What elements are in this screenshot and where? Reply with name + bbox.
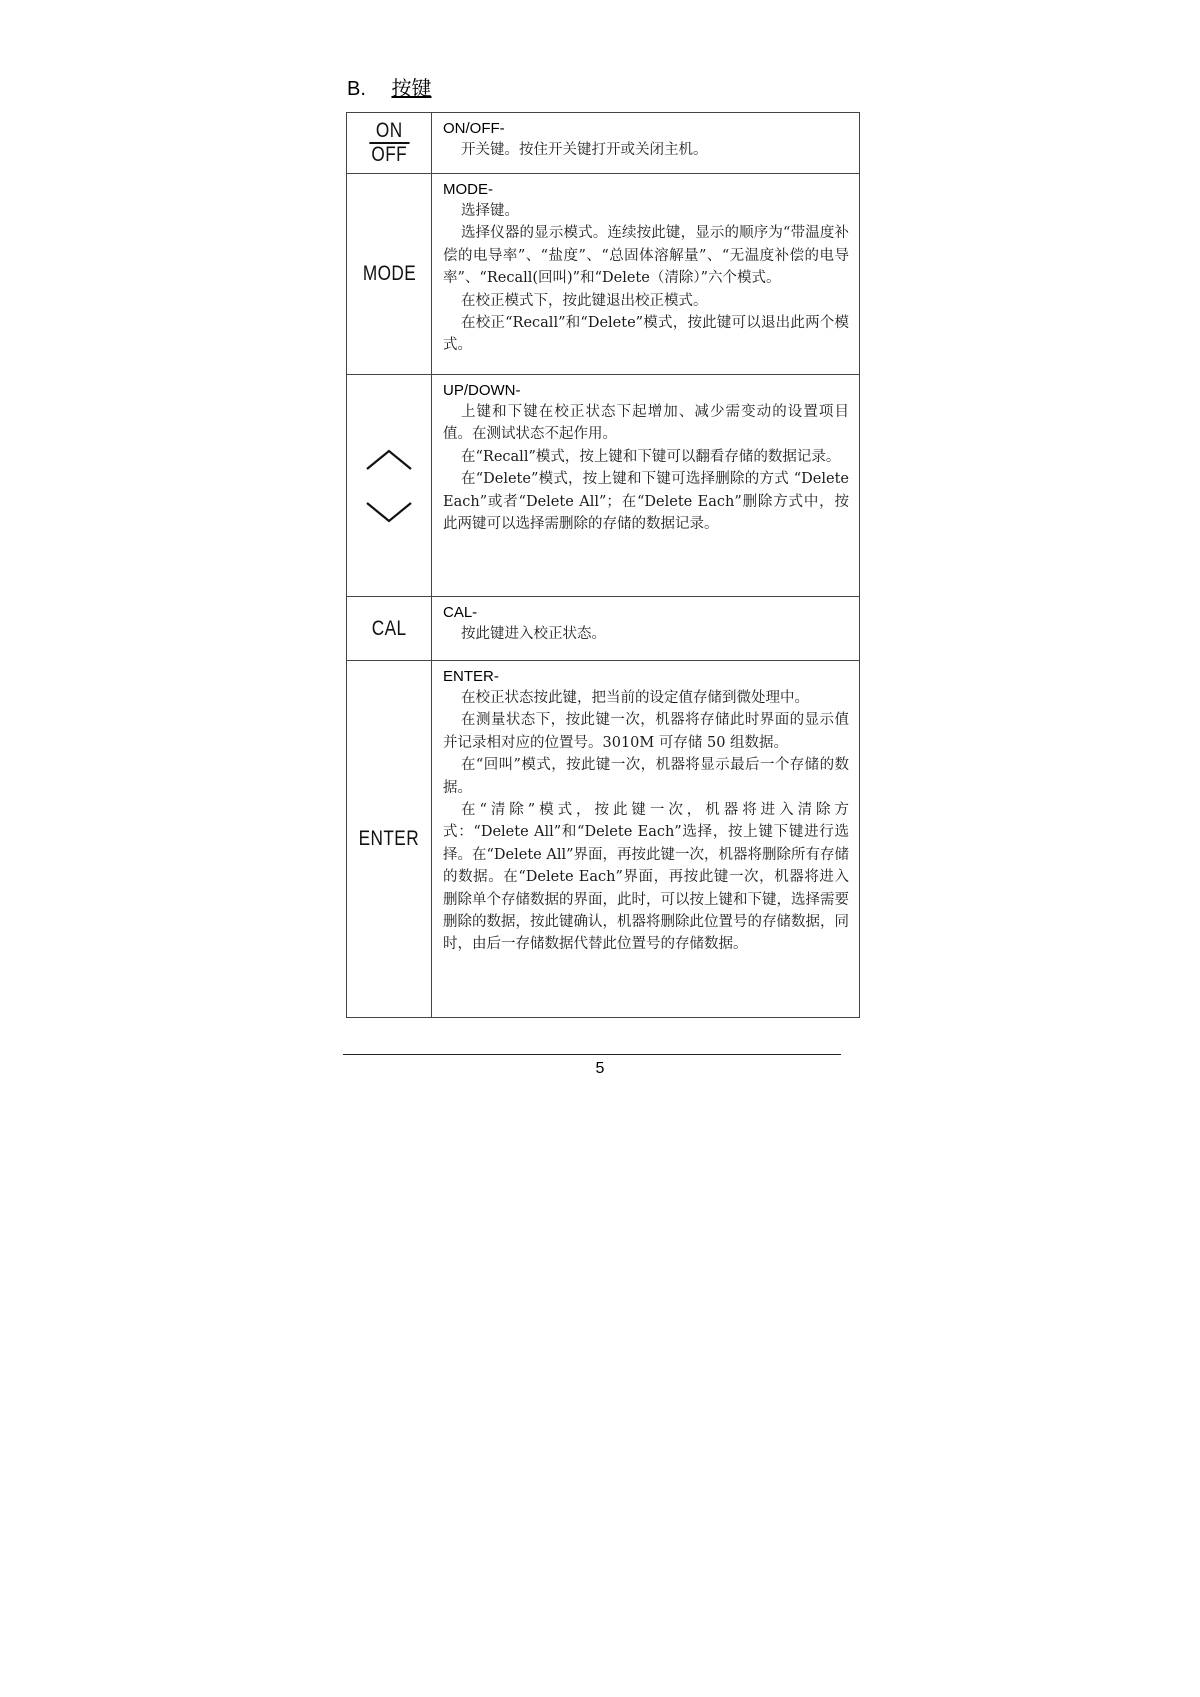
cal-key-symbol: CAL bbox=[371, 616, 407, 640]
section-letter: B. bbox=[347, 78, 366, 100]
table-row bbox=[347, 174, 860, 375]
description-paragraph: 在“清除”模式，按此键一次，机器将进入清除方式：“Delete All”和“Delete Each”选择，按上键下键进行选择。在“Delete All”界面，再按此键一次，机器将删除所有存储的数据。在“Delete Each”界面，再按此键一次，机器将进入删除单个存储数据的界面，此时，可以按上键和下键，选择需要删除的数据，按此键确认，机器将删除此位置号的存储数据，同时，由后一存储数据代替此位置号的存储数据。 bbox=[443, 802, 850, 953]
description-paragraph: 按此键进入校正状态。 bbox=[461, 626, 606, 642]
description-paragraph: 在“Delete”模式，按上键和下键可选择删除的方式 “Delete Each”或者“Delete All”；在“Delete Each”删除方式中，按此两键可以选择需删除的存储的数据记录。 bbox=[443, 471, 849, 533]
enter-key-symbol: ENTER bbox=[358, 827, 420, 850]
page-number: 5 bbox=[595, 1060, 605, 1077]
on-label: ON bbox=[369, 120, 409, 144]
description-paragraph: 在校正状态按此键，把当前的设定值存储到微处理中。 bbox=[461, 690, 809, 706]
description-paragraph: 在“回叫”模式，按此键一次，机器将显示最后一个存储的数据。 bbox=[443, 757, 849, 796]
description-paragraph: 在测量状态下，按此键一次，机器将存储此时界面的显示值并记录相对应的位置号。3010M 可存储 50 组数据。 bbox=[443, 712, 849, 751]
description-paragraph: 在“Recall”模式，按上键和下键可以翻看存储的数据记录。 bbox=[461, 448, 841, 465]
key-description-cell bbox=[432, 597, 860, 661]
key-description-cell bbox=[432, 174, 860, 375]
key-symbol-cell bbox=[347, 661, 432, 1018]
key-title: ON/OFF- bbox=[443, 120, 505, 137]
table-row bbox=[347, 375, 860, 597]
key-title: MODE- bbox=[443, 181, 493, 198]
footer-divider bbox=[343, 1054, 841, 1055]
section-title: 按键 bbox=[391, 76, 432, 100]
chevron-down-icon bbox=[364, 497, 414, 527]
table-row bbox=[347, 661, 860, 1018]
description-paragraph: 在校正“Recall”和“Delete”模式，按此键可以退出此两个模式。 bbox=[443, 315, 849, 354]
key-symbol-cell bbox=[347, 113, 432, 174]
key-symbol-cell bbox=[347, 375, 432, 597]
description-paragraph: 选择仪器的显示模式。连续按此键，显示的顺序为“带温度补偿的电导率”、“盐度”、“总固体溶解量”、“无温度补偿的电导率”、“Recall(回叫)”和“Delete（清除）”六个模式。 bbox=[443, 225, 849, 287]
section-heading bbox=[347, 72, 431, 101]
description-paragraph: 选择键。 bbox=[461, 203, 519, 219]
chevron-up-icon bbox=[364, 445, 414, 475]
key-title: ENTER- bbox=[443, 668, 499, 685]
description-paragraph: 在校正模式下，按此键退出校正模式。 bbox=[461, 292, 708, 309]
key-title: UP/DOWN- bbox=[443, 382, 521, 399]
off-label: OFF bbox=[371, 143, 407, 166]
table-row bbox=[347, 113, 860, 174]
table-row bbox=[347, 597, 860, 661]
key-description-cell bbox=[432, 375, 860, 597]
description-paragraph: 开关键。按住开关键打开或关闭主机。 bbox=[461, 142, 708, 158]
description-paragraph: 上键和下键在校正状态下起增加、减少需变动的设置项目值。在测试状态不起作用。 bbox=[443, 404, 849, 443]
key-table bbox=[346, 112, 860, 1018]
key-title: CAL- bbox=[443, 604, 478, 621]
key-symbol-cell bbox=[347, 174, 432, 375]
onoff-key-symbol bbox=[369, 120, 409, 166]
key-symbol-cell bbox=[347, 597, 432, 661]
mode-key-symbol: MODE bbox=[362, 262, 416, 285]
key-description-cell bbox=[432, 113, 860, 174]
key-description-cell bbox=[432, 661, 860, 1018]
